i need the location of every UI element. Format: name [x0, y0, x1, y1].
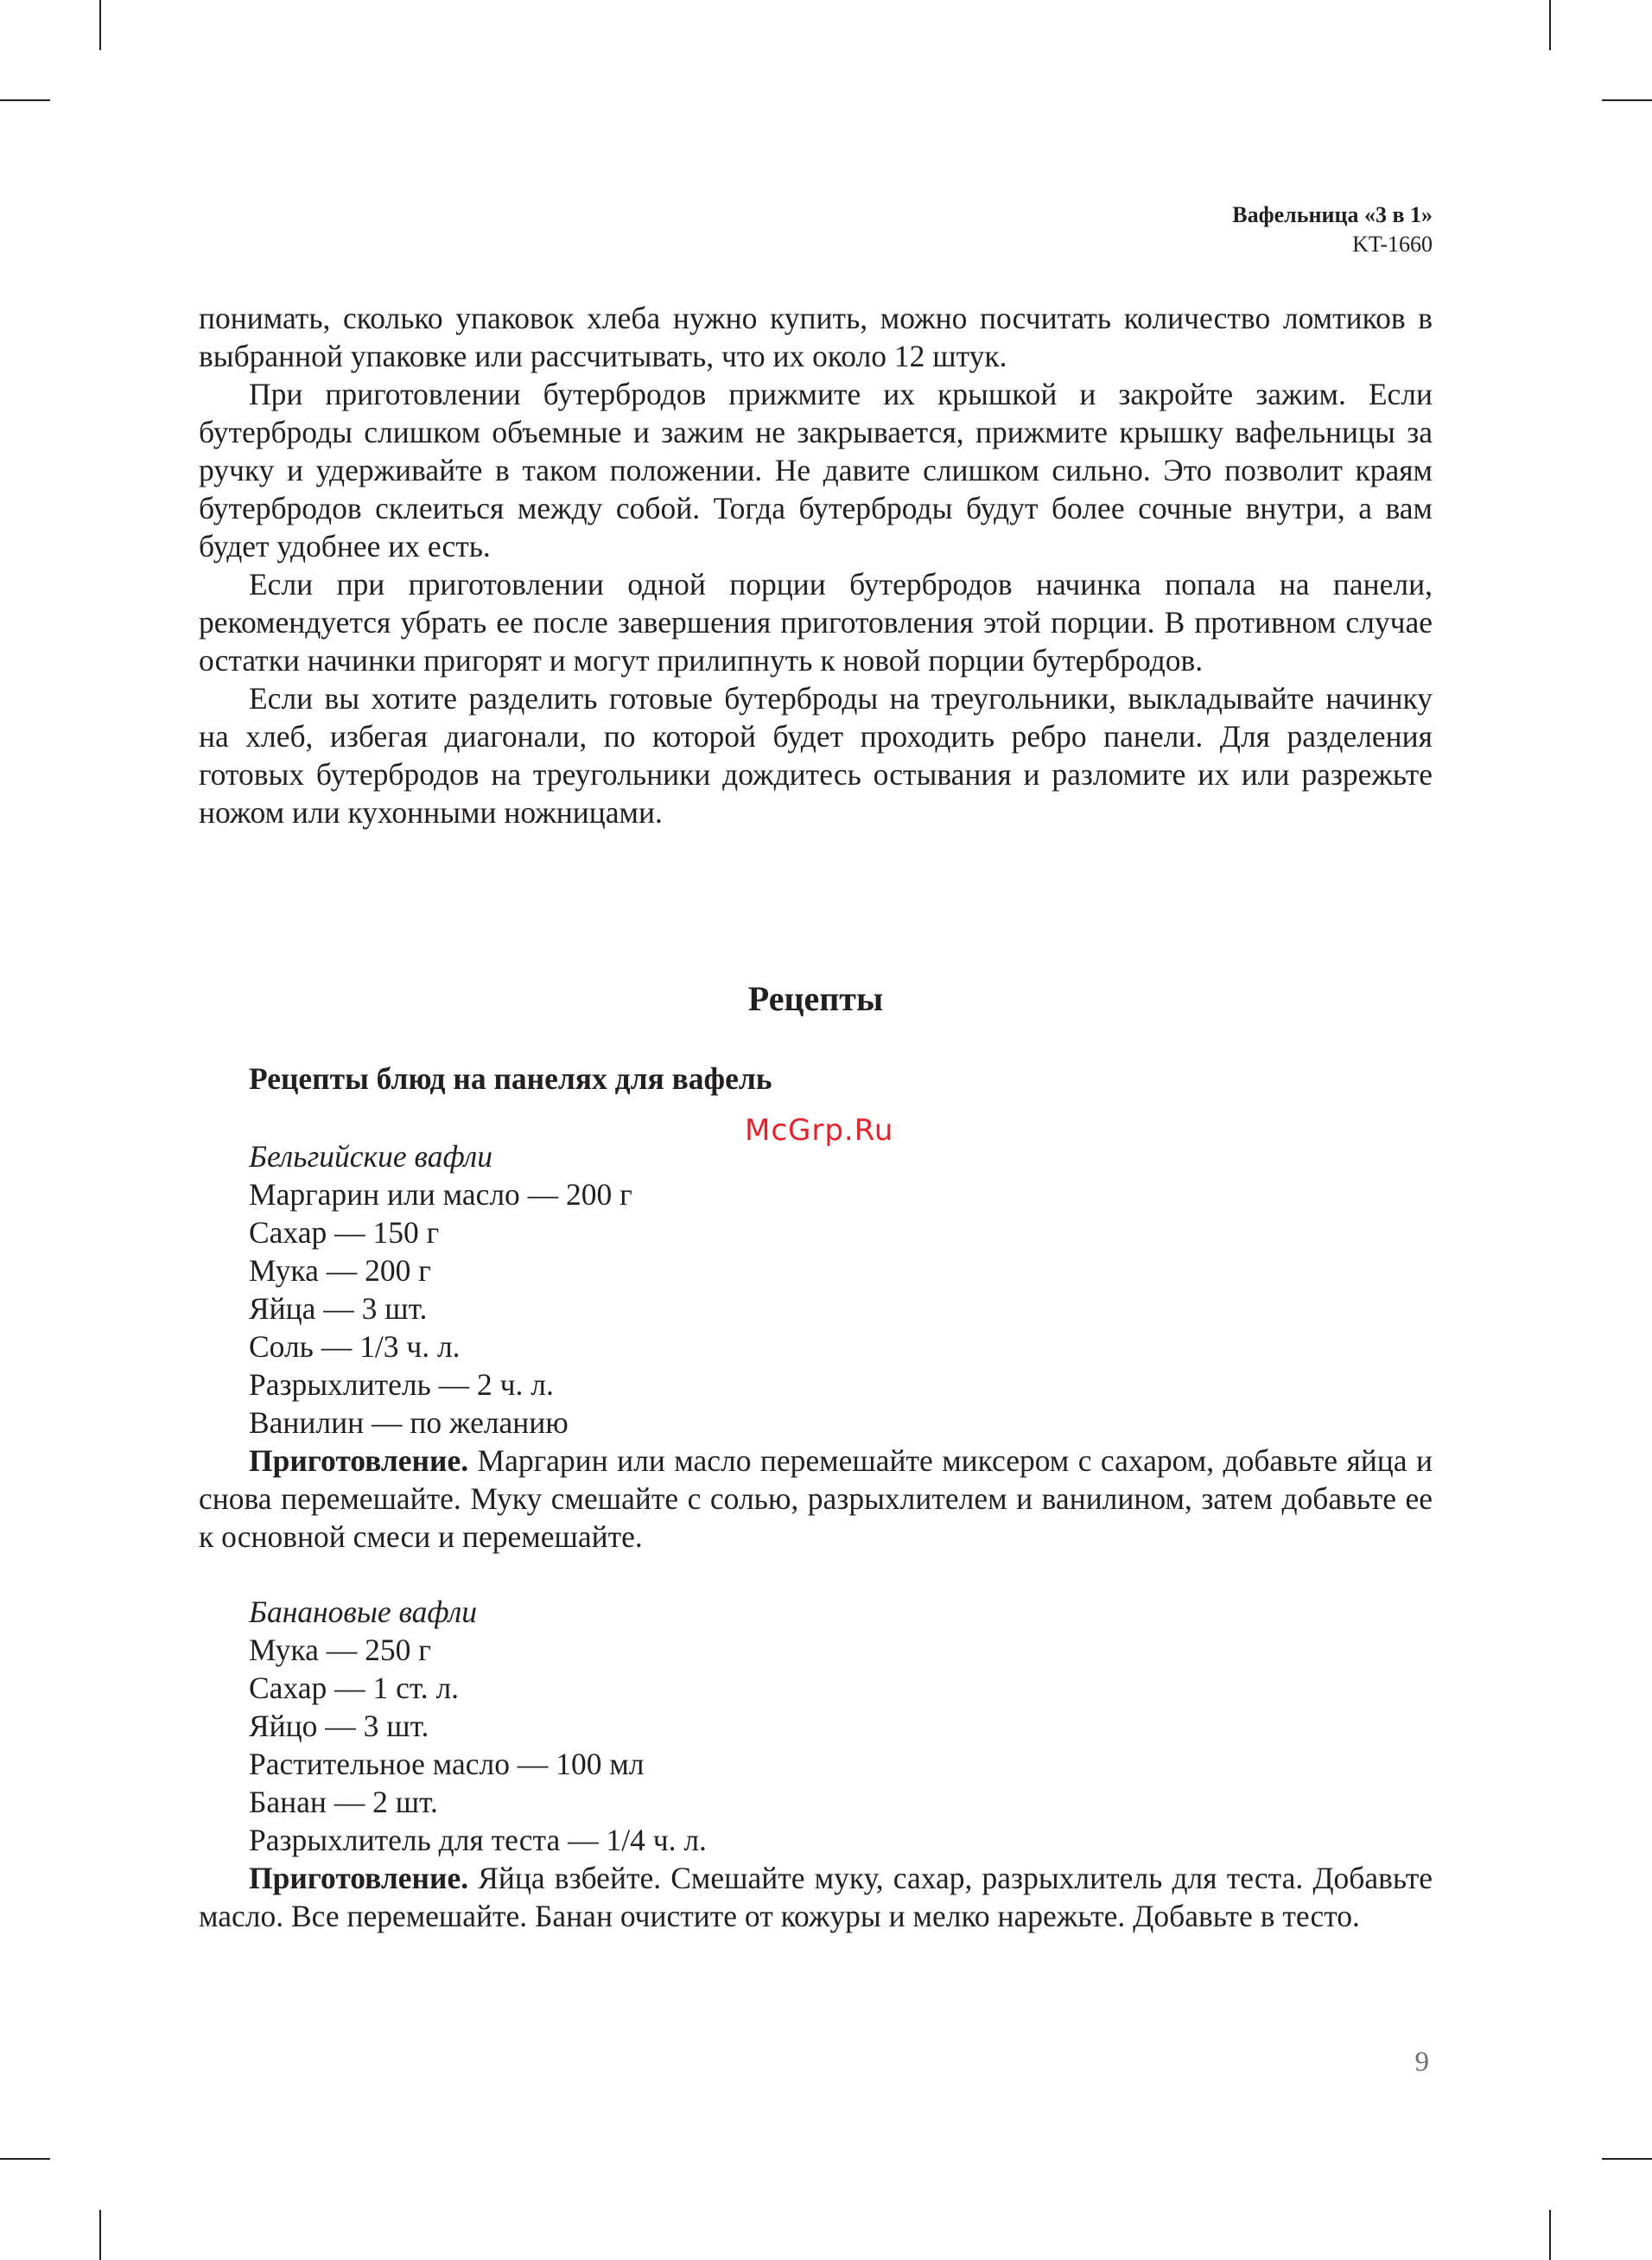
- ingredient: Разрыхлитель — 2 ч. л.: [249, 1367, 554, 1402]
- recipe: [199, 1593, 1433, 1935]
- prep-text: Яйца взбейте. Смешайте муку, сахар, разрыхлитель для теста. Добавьте масло. Все перемешайте. Банан очистите от кожуры и мелко нарежьте. Добавьте в тесто.: [199, 1861, 1433, 1933]
- header-title: Вафельница «3 в 1»: [1232, 202, 1433, 227]
- recipe-preparation: [199, 1442, 1433, 1556]
- ingredient: Мука — 200 г: [249, 1253, 431, 1288]
- crop-mark: [1602, 99, 1652, 101]
- crop-mark: [1549, 2210, 1551, 2260]
- crop-mark: [1602, 2158, 1652, 2160]
- ingredient: Разрыхлитель для теста — 1/4 ч. л.: [249, 1823, 707, 1857]
- ingredient: Сахар — 150 г: [249, 1215, 440, 1250]
- ingredient: Соль — 1/3 ч. л.: [249, 1329, 461, 1364]
- crop-mark: [99, 2210, 101, 2260]
- paragraph: При приготовлении бутербродов прижмите их крышкой и закройте зажим. Если бутерброды слишком объемные и зажим не закрывается, прижмите крышку вафельницы за ручку и удерживайте в таком положении. Не давите слишком сильно. Это позволит краям бутербродов склеиться между собой. Тогда бутерброды будут более сочные внутри, а вам будет удобнее их есть.: [199, 377, 1433, 563]
- crop-mark: [1549, 0, 1551, 50]
- crop-mark: [99, 0, 101, 50]
- ingredient: Ванилин — по желанию: [249, 1405, 569, 1440]
- body-text: [199, 299, 1433, 831]
- recipe-preparation: [199, 1859, 1433, 1935]
- ingredient: Сахар — 1 ст. л.: [249, 1671, 460, 1705]
- prep-label: Приготовление.: [249, 1861, 469, 1895]
- paragraph: Если при приготовлении одной порции бутербродов начинка попала на панели, рекомендуется убрать ее после завершения приготовления этой порции. В противном случае остатки начинки пригорят и могут прилипнуть к новой порции бутербродов.: [199, 567, 1433, 678]
- recipe-name: Банановые вафли: [249, 1595, 477, 1629]
- ingredient: Яйца — 3 шт.: [249, 1291, 428, 1326]
- page-number: 9: [1414, 2047, 1429, 2078]
- running-header: [1232, 201, 1433, 259]
- section-title: Рецепты: [747, 979, 884, 1018]
- ingredient: Яйцо — 3 шт.: [249, 1709, 429, 1743]
- crop-mark: [0, 2158, 50, 2160]
- ingredient: Банан — 2 шт.: [249, 1785, 438, 1819]
- ingredient: Мука — 250 г: [249, 1633, 431, 1667]
- paragraph: Если вы хотите разделить готовые бутерброды на треугольники, выкладывайте начинку на хлеб, избегая диагонали, по которой будет проходить ребро панели. Для разделения готовых бутербродов на треугольники дождитесь остывания и разломите их или разрежьте ножом или кухонными ножницами.: [199, 681, 1433, 830]
- recipe-name: Бельгийские вафли: [249, 1139, 493, 1174]
- ingredient: Растительное масло — 100 мл: [249, 1747, 645, 1781]
- prep-label: Приготовление.: [249, 1443, 469, 1478]
- crop-mark: [0, 99, 50, 101]
- recipe: [199, 1137, 1433, 1556]
- header-model: KT-1660: [1352, 232, 1433, 257]
- prep-text: Маргарин или масло перемешайте миксером с сахаром, добавьте яйца и снова перемешайте. Муку смешайте с солью, разрыхлителем и ванилином, затем добавьте ее к основной смеси и перемешайте.: [199, 1443, 1433, 1554]
- paragraph: понимать, сколько упаковок хлеба нужно купить, можно посчитать количество ломтиков в выбранной упаковке или рассчитывать, что их около 12 штук.: [199, 301, 1433, 373]
- ingredient: Маргарин или масло — 200 г: [249, 1177, 632, 1212]
- sub-title: Рецепты блюд на панелях для вафель: [249, 1061, 772, 1096]
- watermark: McGrp.Ru: [745, 1113, 894, 1148]
